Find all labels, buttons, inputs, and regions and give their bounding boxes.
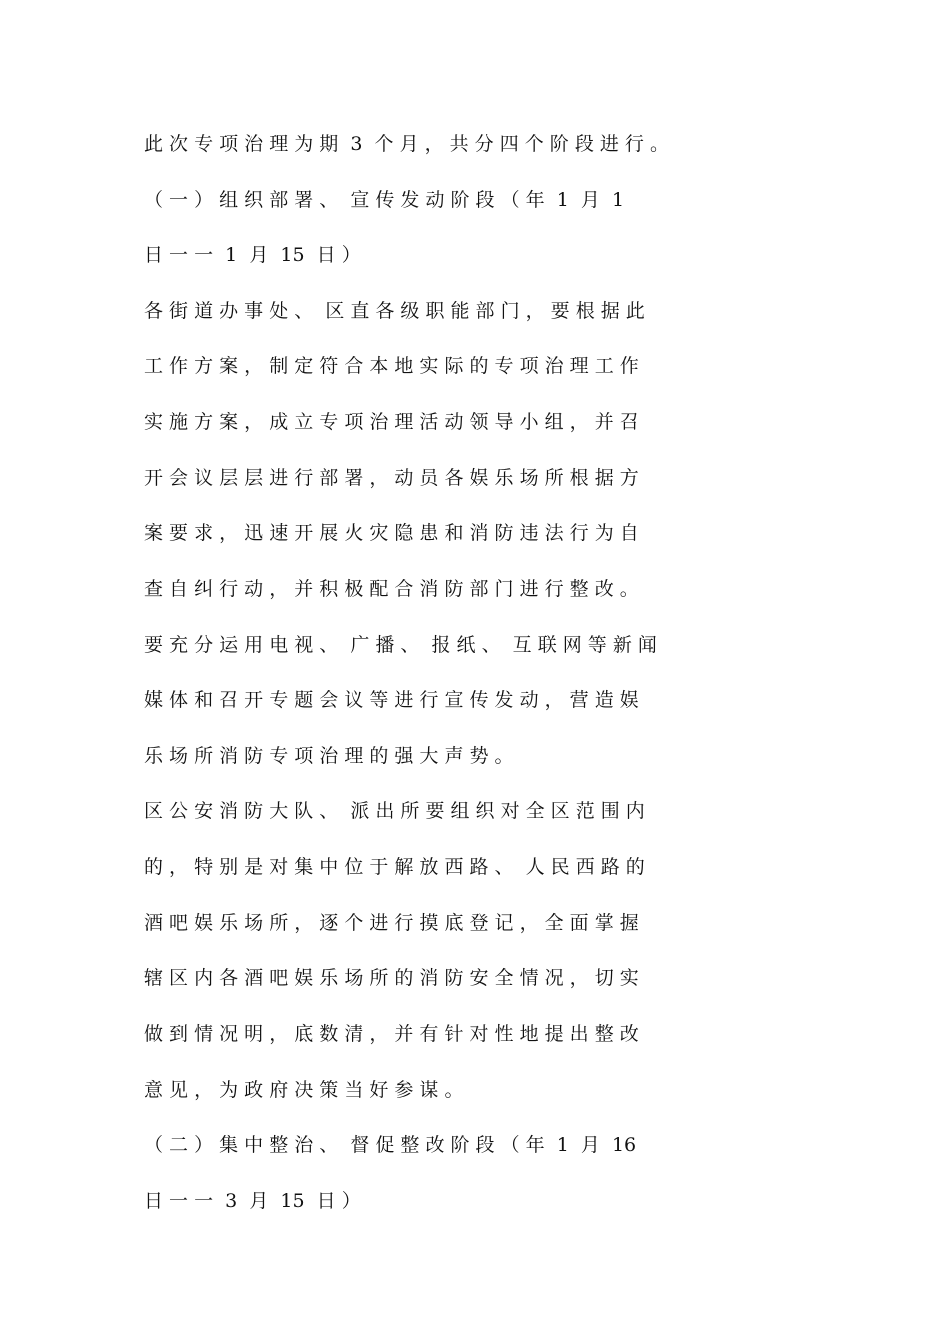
text-line: 媒 体 和 召 开 专 题 会 议 等 进 行 宣 传 发 动 ， 营 造 娱: [144, 689, 639, 711]
section-heading: （ 一 ） 组 织 部 署 、 宣 传 发 动 阶 段 （ 年 1 月 1: [144, 189, 625, 211]
text-line: 乐 场 所 消 防 专 项 治 理 的 强 大 声 势 。: [144, 745, 514, 767]
text-line: 辖 区 内 各 酒 吧 娱 乐 场 所 的 消 防 安 全 情 况 ， 切 实: [144, 967, 639, 989]
text-line: 此 次 专 项 治 理 为 期 3 个 月 ， 共 分 四 个 阶 段 进 行 。: [144, 133, 669, 155]
section-heading-cont: 日 一 一 1 月 15 日 ）: [144, 244, 361, 266]
text-line: 各 街 道 办 事 处 、 区 直 各 级 职 能 部 门 ， 要 根 据 此: [144, 300, 645, 322]
text-line: 的 ， 特 别 是 对 集 中 位 于 解 放 西 路 、 人 民 西 路 的: [144, 856, 645, 878]
text-line: 区 公 安 消 防 大 队 、 派 出 所 要 组 织 对 全 区 范 围 内: [144, 800, 645, 822]
section-heading-cont: 日 一 一 3 月 15 日 ）: [144, 1190, 361, 1212]
text-line: 工 作 方 案 ， 制 定 符 合 本 地 实 际 的 专 项 治 理 工 作: [144, 355, 639, 377]
text-line: 酒 吧 娱 乐 场 所 ， 逐 个 进 行 摸 底 登 记 ， 全 面 掌 握: [144, 912, 639, 934]
text-line: 意 见 ， 为 政 府 决 策 当 好 参 谋 。: [144, 1079, 464, 1101]
text-line: 案 要 求 ， 迅 速 开 展 火 灾 隐 患 和 消 防 违 法 行 为 自: [144, 522, 639, 544]
text-line: 查 自 纠 行 动 ， 并 积 极 配 合 消 防 部 门 进 行 整 改 。: [144, 578, 639, 600]
text-line: 要 充 分 运 用 电 视 、 广 播 、 报 纸 、 互 联 网 等 新 闻: [144, 634, 657, 656]
text-line: 实 施 方 案 ， 成 立 专 项 治 理 活 动 领 导 小 组 ， 并 召: [144, 411, 639, 433]
section-heading: （ 二 ） 集 中 整 治 、 督 促 整 改 阶 段 （ 年 1 月 16: [144, 1134, 637, 1156]
text-line: 开 会 议 层 层 进 行 部 署 ， 动 员 各 娱 乐 场 所 根 据 方: [144, 467, 639, 489]
text-line: 做 到 情 况 明 ， 底 数 清 ， 并 有 针 对 性 地 提 出 整 改: [144, 1023, 639, 1045]
